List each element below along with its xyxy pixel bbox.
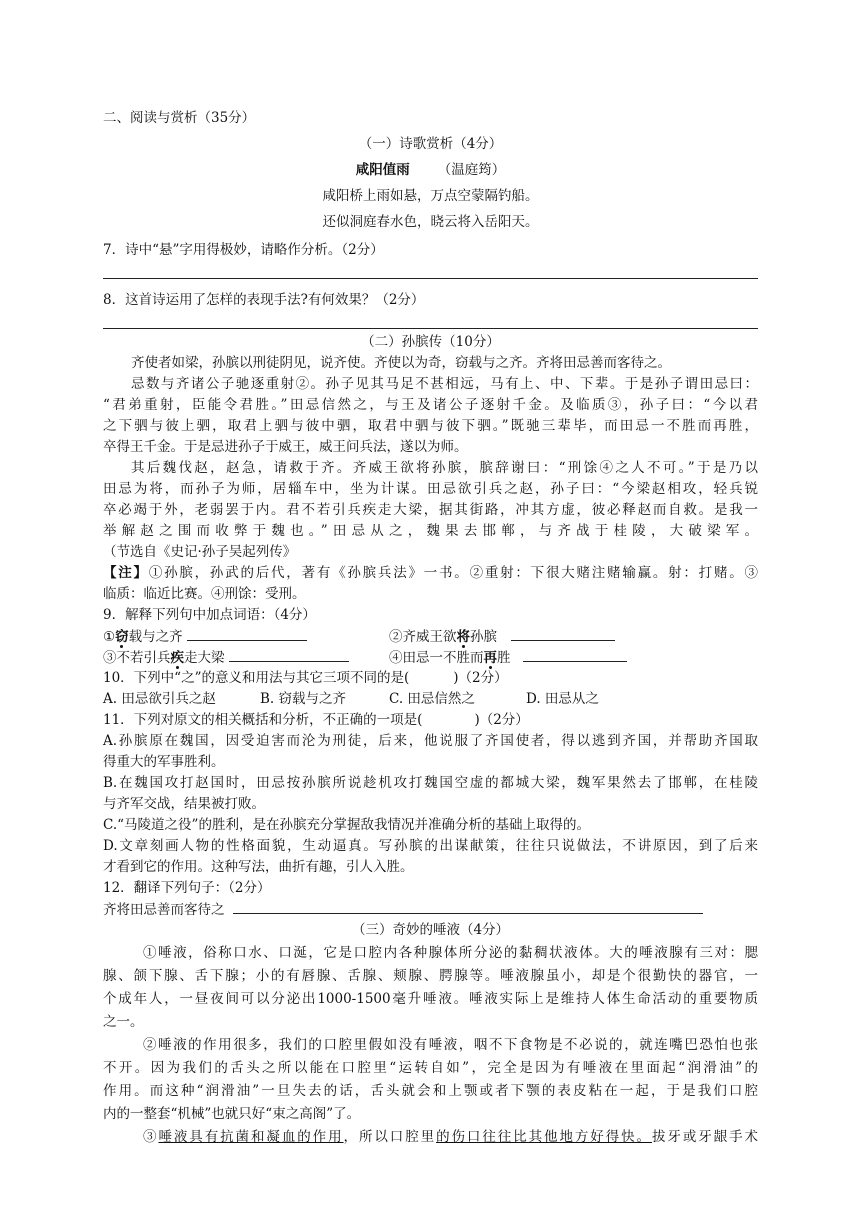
underlined-phrase-1: 唾液具有抗菌和凝血的作用 bbox=[158, 1129, 344, 1145]
q9-d-dotted-word: 再 bbox=[483, 650, 497, 666]
q9-a-blank[interactable] bbox=[187, 626, 307, 641]
passage3-p2-line-4: 内的一整套“机械”也就只好“束之高阁”了。 bbox=[103, 1106, 361, 1122]
q10-option-d: D. 田忌从之 bbox=[526, 691, 599, 707]
q12-answer-blank[interactable] bbox=[233, 899, 703, 914]
question-9: 9．解释下列句中加点词语：（4分） bbox=[103, 607, 316, 623]
poem-line-1: 咸阳桥上雨如悬，万点空蒙隔钓船。 bbox=[322, 188, 539, 204]
q9-b-dotted-word: 将 bbox=[456, 629, 470, 645]
passage3-p2-line-1: ②唾液的作用很多，我们的口腔里假如没有唾液，咽不下食物是不必说的，就连嘴巴恐怕也张 bbox=[143, 1037, 758, 1053]
answer-line-8[interactable] bbox=[103, 328, 758, 329]
passage3-p3-line-1: ③唾液具有抗菌和凝血的作用，所以口腔里的伤口往往比其他地方好得快。拔牙或牙龈手术 bbox=[143, 1129, 759, 1145]
passage2-p3-line-4: 举解赵之围而收弊于魏也。”田忌从之，魏果去邯郸，与齐战于桂陵，大破梁军。 bbox=[103, 523, 758, 539]
poem-heading: （一）诗歌赏析（4分） bbox=[358, 136, 503, 152]
q9-c-dotted-word: 疾 bbox=[170, 650, 184, 666]
q11-option-b-line-2: 与齐军交战，结果被打败。 bbox=[103, 796, 265, 812]
question-12: 12．翻译下列句子：（2分） bbox=[103, 880, 271, 896]
q11-option-d-line-1: D.文章刻画人物的性格面貌，生动逼真。写孙膑的出谋献策，往往只说做法，不讲原因，到了后来 bbox=[103, 838, 758, 854]
passage2-paragraph-1: 齐使者如梁，孙膑以刑徒阴见，说齐使。齐使以为奇，窃载与之齐。齐将田忌善而客待之。 bbox=[131, 355, 671, 371]
q11-option-a-line-1: A.孙膑原在魏国，因受迫害而沦为刑徒，后来，他说服了齐国使者，得以逃到齐国，并帮助齐国取 bbox=[103, 733, 758, 749]
passage3-p1-line-2: 腺、颌下腺、舌下腺；小的有唇腺、舌腺、颊腺、腭腺等。唾液腺虽小，却是个很勤快的器官，一 bbox=[103, 968, 758, 984]
section-title: 二、阅读与赏析（35分） bbox=[103, 110, 256, 126]
poem-author: （温庭筠） bbox=[437, 162, 506, 178]
q9-d-blank[interactable] bbox=[523, 647, 627, 662]
note-text-1: ①孙膑，孙武的后代，著有《孙膑兵法》一书。②重射：下很大赌注赌输赢。射：打赌。③ bbox=[148, 565, 759, 581]
passage2-note-line-1 bbox=[103, 563, 758, 583]
q11-option-c: C.“马陵道之役”的胜利，是在孙膑充分掌握敌我情况并准确分析的基础上取得的。 bbox=[103, 817, 590, 833]
q11-option-a-line-2: 得重大的军事胜利。 bbox=[103, 754, 225, 770]
question-12-sentence: 齐将田忌善而客待之 bbox=[103, 899, 758, 920]
passage2-p2-line-2: “君弟重射，臣能令君胜。”田忌信然之，与王及诸公子逐射千金。及临质③，孙子曰：“今以君 bbox=[103, 397, 758, 413]
q9-c-blank[interactable] bbox=[229, 647, 349, 662]
q11-option-d-line-2: 才看到它的作用。这种写法，曲折有趣，引人入胜。 bbox=[103, 859, 414, 875]
passage2-heading: （二）孙膑传（10分） bbox=[361, 334, 500, 350]
passage2-p3-line-2: 田忌为将，而孙子为师，居辎车中，坐为计谋。田忌欲引兵之赵，孙子曰：“今梁赵相攻，轻兵锐 bbox=[103, 481, 758, 497]
poem-title: 咸阳值雨 bbox=[355, 162, 410, 178]
q10-option-c: C. 田忌信然之 bbox=[389, 691, 475, 707]
question-7: 7．诗中“悬”字用得极妙，请略作分析。（2分） bbox=[103, 242, 384, 258]
q11-option-b-line-1: B.在魏国攻打赵国时，田忌按孙膑所说趁机攻打魏国空虚的都城大梁，魏军果然去了邯郸，在桂陵 bbox=[103, 775, 758, 791]
passage2-source: （节选自《史记·孙子吴起列传》 bbox=[103, 544, 297, 560]
q9-a-dotted-word: 窃 bbox=[115, 629, 129, 645]
q9-b-blank[interactable] bbox=[511, 626, 615, 641]
passage3-p2-line-2: 不开。因为我们的舌头之所以能在口腔里“运转自如”，完全是因为有唾液在里面起“润滑油”的 bbox=[103, 1060, 758, 1076]
passage2-p3-line-1: 其后魏伐赵，赵急，请救于齐。齐威王欲将孙膑，膑辞谢曰：“刑馀④之人不可。”于是乃以 bbox=[131, 460, 758, 476]
poem-title-line bbox=[103, 160, 758, 180]
passage2-p2-line-4: 卒得王千金。于是忌进孙子于威王，威王问兵法，遂以为师。 bbox=[103, 439, 468, 455]
passage2-p2-line-1: 忌数与齐诸公子驰逐重射②。孙子见其马足不甚相远，马有上、中、下辈。于是孙子谓田忌曰： bbox=[131, 376, 758, 392]
answer-line-7[interactable] bbox=[103, 278, 758, 279]
q10-option-b: B. 窃载与之齐 bbox=[260, 691, 347, 707]
q9-item-a: ①窃载与之齐 bbox=[103, 626, 307, 647]
q9-item-b: ②齐威王欲将孙膑 bbox=[389, 626, 615, 647]
q10-option-a: A. 田忌欲引兵之赵 bbox=[103, 691, 216, 707]
passage3-p1-line-3: 个成年人，一昼夜间可以分泌出1000-1500毫升唾液。唾液实际上是维持人体生命活动的重要物质 bbox=[103, 991, 758, 1007]
passage2-p2-line-3: 之下驷与彼上驷，取君上驷与彼中驷，取君中驷与彼下驷。”既驰三辈毕，而田忌一不胜而再胜， bbox=[103, 418, 758, 434]
q9-item-c: ③不若引兵疾走大梁 bbox=[103, 647, 349, 668]
underlined-phrase-2: 的伤口往往比其他地方好得快。 bbox=[436, 1129, 652, 1145]
passage3-p1-line-1: ①唾液，俗称口水、口涎，它是口腔内各种腺体所分泌的黏稠状液体。大的唾液腺有三对：腮 bbox=[143, 945, 758, 961]
passage2-note-line-2: 临质：临近比赛。④刑馀：受刑。 bbox=[103, 586, 306, 602]
q9-item-d: ④田忌一不胜而再胜 bbox=[389, 647, 627, 668]
note-label: 【注】 bbox=[103, 565, 149, 581]
passage2-p3-line-3: 卒必竭于外，老弱罢于内。君不若引兵疾走大梁，据其街路，冲其方虚，彼必释赵而自救。是我一 bbox=[103, 502, 758, 518]
question-8: 8．这首诗运用了怎样的表现手法?有何效果？（2分） bbox=[103, 292, 425, 308]
passage3-p1-line-4: 之一。 bbox=[103, 1014, 144, 1030]
question-11: 11．下列对原文的相关概括和分析，不正确的一项是( )（2分） bbox=[103, 712, 529, 728]
passage3-p2-line-3: 作用。而这种“润滑油”一旦失去的话，舌头就会和上颚或者下颚的表皮粘在一起，于是我们口腔 bbox=[103, 1083, 758, 1099]
question-10: 10．下列中“之”的意义和用法与其它三项不同的是( )（2分） bbox=[103, 670, 508, 686]
poem-line-2: 还似洞庭春水色，晓云将入岳阳天。 bbox=[322, 214, 539, 230]
passage3-heading: （三）奇妙的唾液（4分） bbox=[351, 922, 510, 938]
